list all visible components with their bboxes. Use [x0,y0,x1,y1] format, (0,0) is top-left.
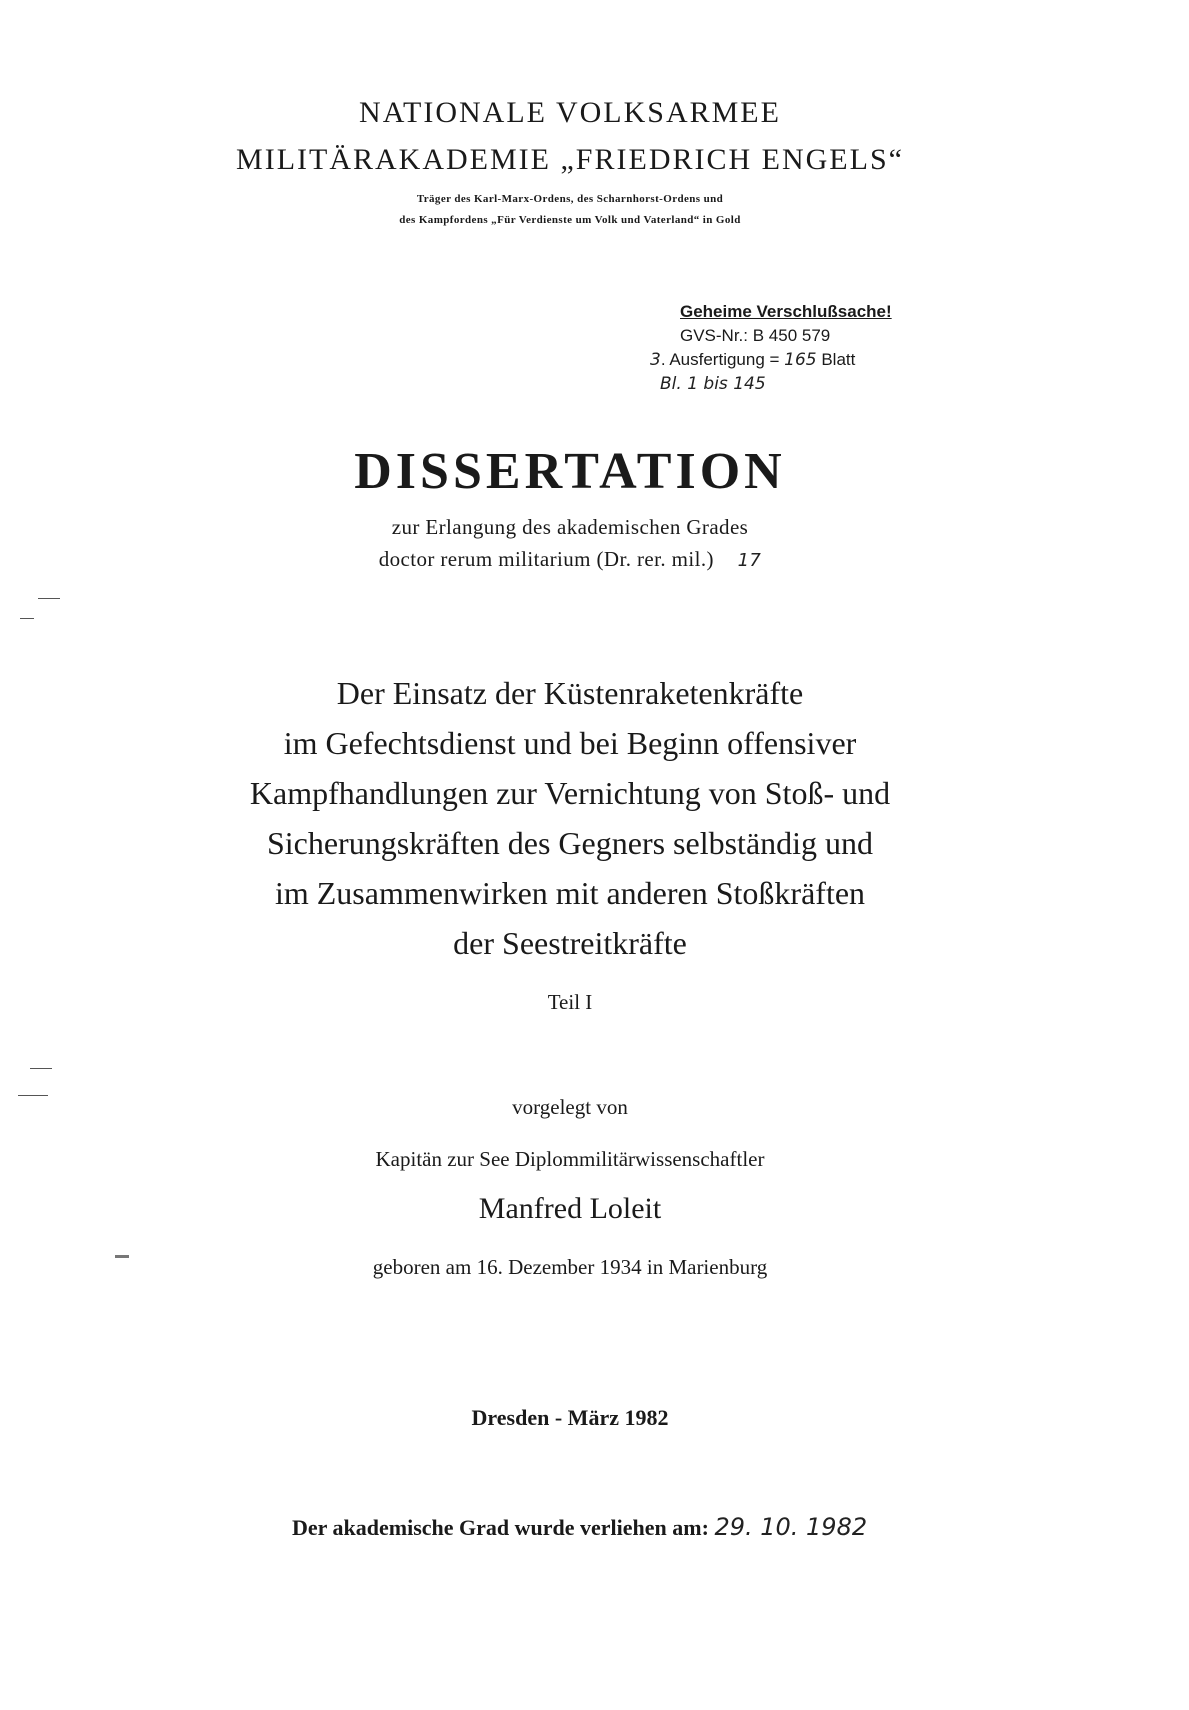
gvs-number: B 450 579 [752,326,831,345]
margin-mark [115,1255,129,1258]
dissertation-title [0,668,1140,968]
institution-line-1: NATIONALE VOLKSARMEE [359,96,781,129]
title-line-6: der Seestreitkräfte [453,925,687,961]
degree-purpose-line-1: zur Erlangung des akademischen Grades [391,515,749,539]
page-range-handwritten: Bl. 1 bis 145 [660,374,766,394]
part-label: Teil I [547,990,593,1014]
copy-number-handwritten: 3 [650,350,661,370]
title-line-5: im Zusammenwirken mit anderen Stoßkräften [274,875,866,911]
degree-awarded-label: Der akademische Grad wurde verliehen am: [292,1515,715,1540]
margin-mark [20,618,34,619]
author-rank: Kapitän zur See Diplommilitärwissenschaftler [375,1147,765,1171]
author-birth: geboren am 16. Dezember 1934 in Marienburg [372,1255,768,1279]
margin-mark [18,1095,48,1096]
institution-line-2: MILITÄRAKADEMIE „FRIEDRICH ENGELS“ [236,143,904,176]
margin-mark [30,1068,52,1069]
degree-awarded-line [292,1513,867,1541]
handwritten-mark: 17 [737,550,762,571]
page-count-handwritten: 165 [784,350,817,370]
gvs-number-line [680,324,892,348]
place-date: Dresden - März 1982 [471,1405,669,1430]
submitted-by: vorgelegt von [512,1095,628,1119]
author-name: Manfred Loleit [478,1192,662,1225]
copy-line [650,348,892,372]
degree-purpose-line-2 [0,547,1140,572]
degree-date-handwritten: 29. 10. 1982 [714,1513,868,1541]
degree-purpose-text: doctor rerum militarium (Dr. rer. mil.) [378,547,714,571]
pages-label: Blatt [816,350,856,369]
title-line-3: Kampfhandlungen zur Vernichtung von Stoß- und [249,775,891,811]
copy-label: . Ausfertigung = [660,350,785,369]
margin-mark [38,598,60,599]
classification-block [650,300,892,396]
gvs-label: GVS-Nr.: [680,326,753,345]
title-line-4: Sicherungskräften des Gegners selbständig und [266,825,874,861]
honors-line-2: des Kampfordens „Für Verdienste um Volk und Vaterland“ in Gold [399,214,741,226]
classification-title: Geheime Verschlußsache! [680,302,892,321]
document-type: DISSERTATION [354,443,786,500]
title-line-2: im Gefechtsdienst und bei Beginn offensiver [283,725,857,761]
title-line-1: Der Einsatz der Küstenraketenkräfte [336,675,804,711]
page-range-line [660,372,892,396]
honors-line-1: Träger des Karl-Marx-Ordens, des Scharnhorst-Ordens und [416,193,724,205]
